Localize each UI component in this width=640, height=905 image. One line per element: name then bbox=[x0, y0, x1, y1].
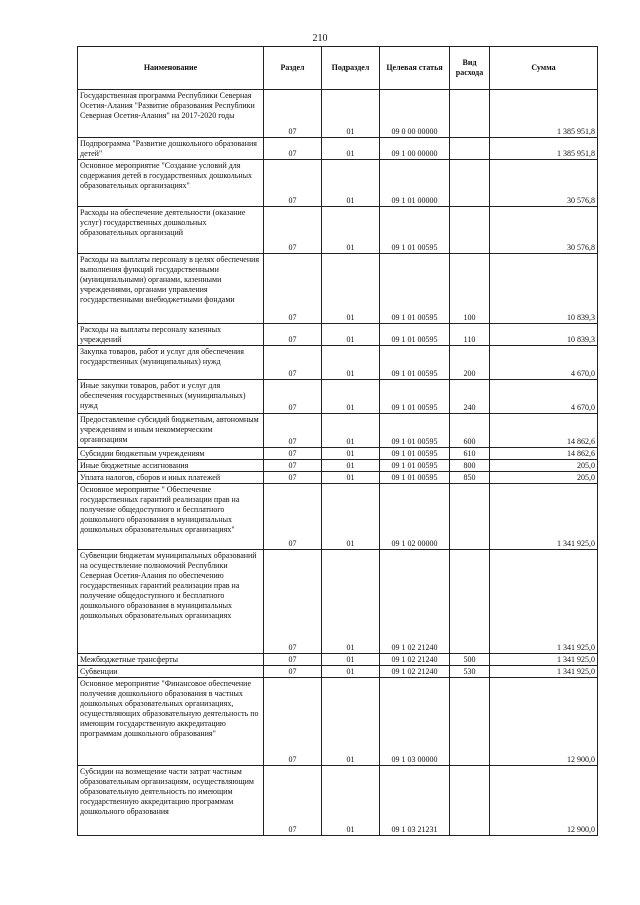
cell-amount: 1 385 951,8 bbox=[490, 138, 598, 160]
cell-name: Основное мероприятие "Создание условий для содержания детей в государственных дошкольных образовательных организациях" bbox=[78, 160, 264, 207]
cell-subsection: 01 bbox=[322, 414, 380, 448]
cell-subsection: 01 bbox=[322, 254, 380, 324]
cell-name: Уплата налогов, сборов и иных платежей bbox=[78, 472, 264, 484]
cell-name: Расходы на выплаты персоналу казенных учреждений bbox=[78, 324, 264, 346]
table-row bbox=[78, 550, 598, 654]
cell-exp-type bbox=[450, 678, 490, 766]
cell-section: 07 bbox=[264, 460, 322, 472]
table-row bbox=[78, 138, 598, 160]
cell-section: 07 bbox=[264, 207, 322, 254]
cell-exp-type: 240 bbox=[450, 380, 490, 414]
cell-section: 07 bbox=[264, 414, 322, 448]
cell-target: 09 1 01 00595 bbox=[380, 207, 450, 254]
cell-amount: 4 670,0 bbox=[490, 346, 598, 380]
cell-subsection: 01 bbox=[322, 472, 380, 484]
cell-exp-type: 610 bbox=[450, 448, 490, 460]
table-row bbox=[78, 324, 598, 346]
cell-section: 07 bbox=[264, 448, 322, 460]
cell-section: 07 bbox=[264, 254, 322, 324]
table-row bbox=[78, 484, 598, 550]
table-row bbox=[78, 90, 598, 138]
cell-target: 09 1 02 21240 bbox=[380, 666, 450, 678]
cell-amount: 30 576,8 bbox=[490, 207, 598, 254]
cell-amount: 1 341 925,0 bbox=[490, 666, 598, 678]
cell-exp-type: 200 bbox=[450, 346, 490, 380]
cell-exp-type bbox=[450, 90, 490, 138]
cell-name: Государственная программа Республики Северная Осетия-Алания "Развитие образования Республики Северная Осетия-Алания" на 2017-2020 годы bbox=[78, 90, 264, 138]
cell-subsection: 01 bbox=[322, 448, 380, 460]
cell-target: 09 1 01 00595 bbox=[380, 460, 450, 472]
cell-subsection: 01 bbox=[322, 380, 380, 414]
cell-name: Субсидии на возмещение части затрат частным образовательным организациям, осуществляющим образовательную деятельность по имеющим государственную аккредитацию программам дошкольного образования bbox=[78, 766, 264, 836]
cell-subsection: 01 bbox=[322, 460, 380, 472]
table-body bbox=[78, 90, 598, 836]
cell-target: 09 1 01 00595 bbox=[380, 324, 450, 346]
cell-amount: 1 341 925,0 bbox=[490, 484, 598, 550]
cell-section: 07 bbox=[264, 666, 322, 678]
cell-name: Основное мероприятие " Обеспечение государственных гарантий реализации прав на получение общедоступного и бесплатного дошкольного образования в муниципальных дошкольных образовательных организациях" bbox=[78, 484, 264, 550]
cell-amount: 1 385 951,8 bbox=[490, 90, 598, 138]
table-row bbox=[78, 472, 598, 484]
cell-subsection: 01 bbox=[322, 207, 380, 254]
cell-section: 07 bbox=[264, 484, 322, 550]
cell-exp-type: 850 bbox=[450, 472, 490, 484]
cell-target: 09 1 01 00595 bbox=[380, 254, 450, 324]
cell-target: 09 1 01 00595 bbox=[380, 472, 450, 484]
cell-name: Расходы на обеспечение деятельности (оказание услуг) государственных дошкольных образовательных организаций bbox=[78, 207, 264, 254]
header-amount: Сумма bbox=[490, 47, 598, 90]
cell-amount: 1 341 925,0 bbox=[490, 550, 598, 654]
cell-target: 09 1 01 00595 bbox=[380, 448, 450, 460]
cell-target: 09 1 03 21231 bbox=[380, 766, 450, 836]
table-row bbox=[78, 414, 598, 448]
cell-section: 07 bbox=[264, 138, 322, 160]
cell-target: 09 0 00 00000 bbox=[380, 90, 450, 138]
cell-subsection: 01 bbox=[322, 766, 380, 836]
table-row bbox=[78, 160, 598, 207]
header-name: Наименование bbox=[78, 47, 264, 90]
cell-exp-type: 100 bbox=[450, 254, 490, 324]
table-row bbox=[78, 460, 598, 472]
cell-amount: 205,0 bbox=[490, 472, 598, 484]
cell-section: 07 bbox=[264, 160, 322, 207]
cell-target: 09 1 01 00000 bbox=[380, 160, 450, 207]
cell-target: 09 1 01 00595 bbox=[380, 414, 450, 448]
cell-amount: 1 341 925,0 bbox=[490, 654, 598, 666]
cell-amount: 205,0 bbox=[490, 460, 598, 472]
header-target: Целевая статья bbox=[380, 47, 450, 90]
table-header bbox=[78, 47, 598, 90]
header-section: Раздел bbox=[264, 47, 322, 90]
cell-amount: 14 862,6 bbox=[490, 414, 598, 448]
cell-section: 07 bbox=[264, 380, 322, 414]
cell-amount: 14 862,6 bbox=[490, 448, 598, 460]
cell-subsection: 01 bbox=[322, 666, 380, 678]
cell-target: 09 1 02 21240 bbox=[380, 550, 450, 654]
cell-section: 07 bbox=[264, 90, 322, 138]
cell-name: Закупка товаров, работ и услуг для обеспечения государственных (муниципальных) нужд bbox=[78, 346, 264, 380]
cell-name: Субвенции bbox=[78, 666, 264, 678]
page-number: 210 bbox=[312, 33, 328, 44]
cell-amount: 12 900,0 bbox=[490, 678, 598, 766]
cell-subsection: 01 bbox=[322, 160, 380, 207]
cell-amount: 30 576,8 bbox=[490, 160, 598, 207]
cell-exp-type bbox=[450, 766, 490, 836]
cell-subsection: 01 bbox=[322, 484, 380, 550]
table-row bbox=[78, 207, 598, 254]
cell-exp-type: 800 bbox=[450, 460, 490, 472]
table-row bbox=[78, 666, 598, 678]
cell-subsection: 01 bbox=[322, 550, 380, 654]
cell-section: 07 bbox=[264, 550, 322, 654]
table-row bbox=[78, 678, 598, 766]
table-row bbox=[78, 654, 598, 666]
table-row bbox=[78, 448, 598, 460]
cell-amount: 10 839,3 bbox=[490, 324, 598, 346]
cell-exp-type bbox=[450, 138, 490, 160]
cell-name: Субвенции бюджетам муниципальных образований на осуществление полномочий Республики Северная Осетия-Алания по обеспечению государственных гарантий реализации прав на получение общедоступного и бесплатного дошкольного образования в муниципальных дошкольных образовательных организациях bbox=[78, 550, 264, 654]
cell-subsection: 01 bbox=[322, 138, 380, 160]
cell-target: 09 1 02 00000 bbox=[380, 484, 450, 550]
cell-name: Предоставление субсидий бюджетным, автономным учреждениям и иным некоммерческим организациям bbox=[78, 414, 264, 448]
cell-target: 09 1 01 00595 bbox=[380, 380, 450, 414]
cell-exp-type bbox=[450, 550, 490, 654]
table-row bbox=[78, 380, 598, 414]
cell-section: 07 bbox=[264, 654, 322, 666]
cell-name: Межбюджетные трансферты bbox=[78, 654, 264, 666]
cell-section: 07 bbox=[264, 472, 322, 484]
cell-target: 09 1 01 00595 bbox=[380, 346, 450, 380]
cell-section: 07 bbox=[264, 766, 322, 836]
cell-name: Основное мероприятие "Финансовое обеспечение получения дошкольного образования в частных дошкольных образовательных организациях, осуществляющих образовательную деятельность по имеющим государственную аккредитацию программам дошкольного образования" bbox=[78, 678, 264, 766]
cell-subsection: 01 bbox=[322, 346, 380, 380]
header-subsection: Подраздел bbox=[322, 47, 380, 90]
cell-subsection: 01 bbox=[322, 90, 380, 138]
table-row bbox=[78, 346, 598, 380]
cell-exp-type: 110 bbox=[450, 324, 490, 346]
cell-target: 09 1 00 00000 bbox=[380, 138, 450, 160]
cell-name: Субсидии бюджетным учреждениям bbox=[78, 448, 264, 460]
header-exp-type: Вид расхода bbox=[450, 47, 490, 90]
cell-name: Подпрограмма "Развитие дошкольного образования детей" bbox=[78, 138, 264, 160]
cell-target: 09 1 03 00000 bbox=[380, 678, 450, 766]
cell-name: Иные закупки товаров, работ и услуг для обеспечения государственных (муниципальных) нужд bbox=[78, 380, 264, 414]
cell-subsection: 01 bbox=[322, 678, 380, 766]
cell-exp-type bbox=[450, 484, 490, 550]
budget-table bbox=[77, 46, 598, 836]
cell-exp-type: 600 bbox=[450, 414, 490, 448]
cell-section: 07 bbox=[264, 324, 322, 346]
cell-exp-type: 500 bbox=[450, 654, 490, 666]
cell-target: 09 1 02 21240 bbox=[380, 654, 450, 666]
cell-amount: 10 839,3 bbox=[490, 254, 598, 324]
table-row bbox=[78, 766, 598, 836]
cell-exp-type bbox=[450, 160, 490, 207]
cell-subsection: 01 bbox=[322, 654, 380, 666]
cell-section: 07 bbox=[264, 678, 322, 766]
cell-exp-type: 530 bbox=[450, 666, 490, 678]
cell-amount: 4 670,0 bbox=[490, 380, 598, 414]
cell-subsection: 01 bbox=[322, 324, 380, 346]
table-row bbox=[78, 254, 598, 324]
cell-section: 07 bbox=[264, 346, 322, 380]
cell-name: Иные бюджетные ассигнования bbox=[78, 460, 264, 472]
cell-amount: 12 900,0 bbox=[490, 766, 598, 836]
cell-name: Расходы на выплаты персоналу в целях обеспечения выполнения функций государственными (муниципальными) органами, казенными учреждениями, органами управления государственными внебюджетными фондами bbox=[78, 254, 264, 324]
cell-exp-type bbox=[450, 207, 490, 254]
